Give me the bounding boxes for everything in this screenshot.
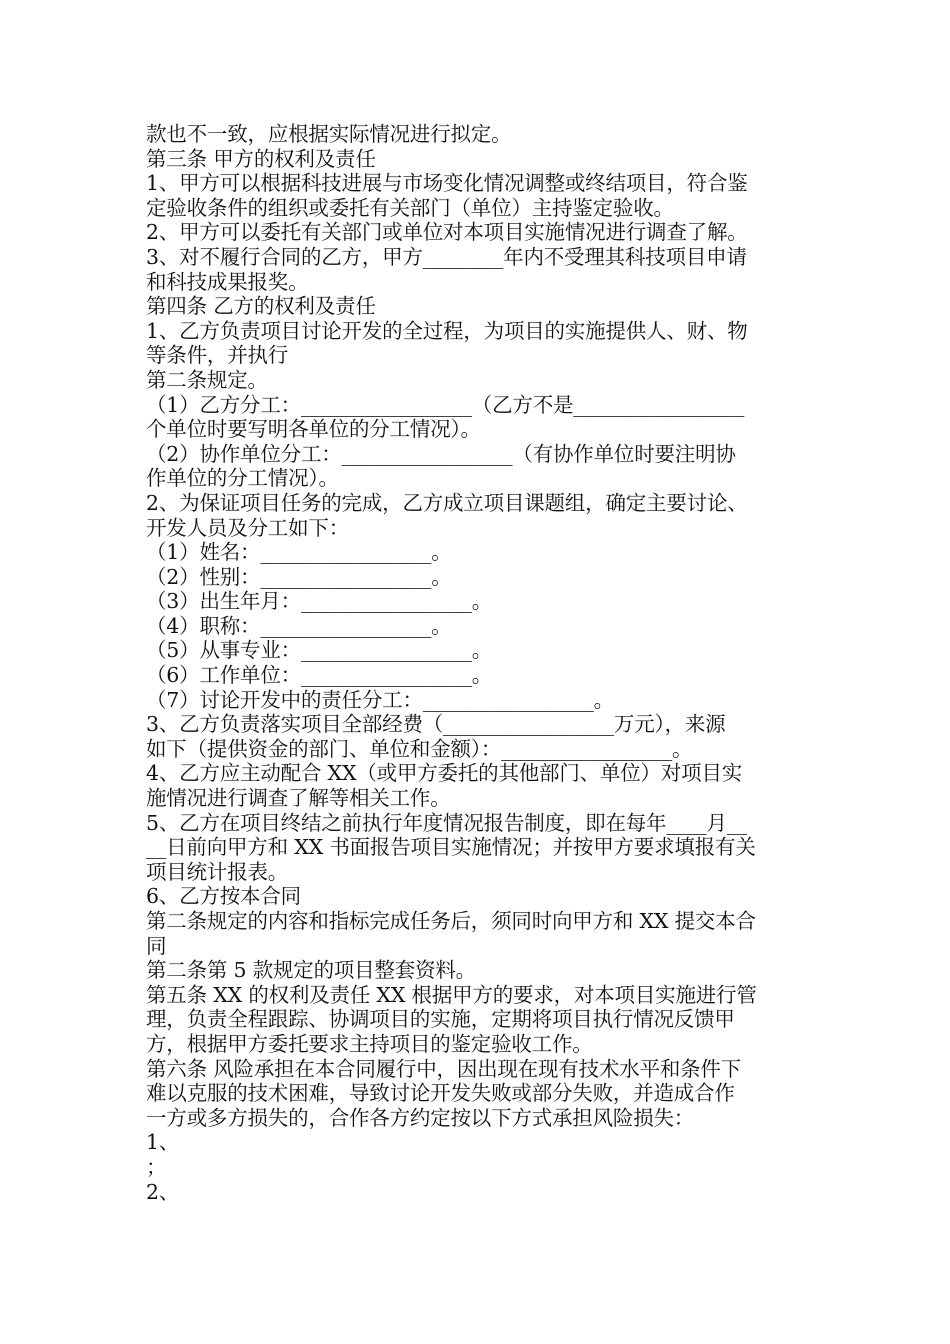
text-line: 2、为保证项目任务的完成，乙方成立项目课题组，确定主要讨论、 [146,490,748,515]
text-line: 1、乙方负责项目讨论开发的全过程，为项目的实施提供人、财、物 [146,318,748,343]
text-line: 2、 [146,1179,180,1204]
text-line: 第二条规定的内容和指标完成任务后，须同时向甲方和 XX 提交本合 [146,909,756,933]
text-line: （7）讨论开发中的责任分工：_________________。 [146,687,614,712]
text-line: 如下（提供资金的部门、单位和金额）：_________________。 [146,736,693,761]
text-line: 开发人员及分工如下： [146,515,349,540]
text-line: 1、 [146,1130,180,1155]
section-heading: 第三条 甲方的权利及责任 [146,146,376,171]
text-line: 和科技成果报奖。 [146,269,309,294]
text-line: （2）性别：_________________。 [146,564,452,589]
document-body [146,122,811,1204]
text-line: 款也不一致，应根据实际情况进行拟定。 [146,122,512,146]
text-line: 第二条第 5 款规定的项目整套资料。 [146,958,476,983]
text-line: 方，根据甲方委托要求主持项目的鉴定验收工作。 [146,1031,593,1056]
text-line: 作单位的分工情况）。 [146,466,339,491]
text-line: 一方或多方损失的，合作各方约定按以下方式承担风险损失： [146,1105,695,1130]
text-line: （6）工作单位：_________________。 [146,663,493,688]
text-line: 2、甲方可以委托有关部门或单位对本项目实施情况进行调查了解。 [146,220,748,245]
text-line: 等条件，并执行 [146,343,289,368]
text-line: __日前向甲方和 XX 书面报告项目实施情况；并按甲方要求填报有关 [146,835,756,860]
text-line: （4）职称：_________________。 [146,613,452,638]
text-line: 3、乙方负责落实项目全部经费（_________________万元），来源 [146,712,726,737]
text-line: 3、对不履行合同的乙方，甲方________年内不受理其科技项目申请 [146,244,747,269]
text-line: ； [146,1154,167,1179]
section-heading: 第六条 风险承担在本合同履行中，因出现在现有技术水平和条件下 [146,1056,742,1081]
section-heading: 第五条 XX 的权利及责任 XX 根据甲方的要求，对本项目实施进行管 [146,982,757,1007]
section-heading: 第四条 乙方的权利及责任 [146,294,376,319]
text-line: 1、甲方可以根据科技进展与市场变化情况调整或终结项目，符合鉴 [146,171,748,196]
text-line: （2）协作单位分工：_________________（有协作单位时要注明协 [146,441,736,466]
text-line: 5、乙方在项目终结之前执行年度情况报告制度，即在每年____月__ [146,810,747,835]
text-line: （3）出生年月：_________________。 [146,589,493,614]
text-line: 4、乙方应主动配合 XX（或甲方委托的其他部门、单位）对项目实 [146,761,743,786]
text-line: 个单位时要写明各单位的分工情况）。 [146,417,481,442]
text-line: 理，负责全程跟踪、协调项目的实施，定期将项目执行情况反馈甲 [146,1007,735,1032]
text-line: 难以克服的技术困难，导致讨论开发失败或部分失败，并造成合作 [146,1081,735,1106]
text-line: （1）乙方分工：_________________（乙方不是_________________ [146,392,745,417]
text-line: 第二条规定。 [146,367,268,392]
text-line: 同 [146,933,167,958]
text-line: （5）从事专业：_________________。 [146,638,493,663]
text-line: （1）姓名：_________________。 [146,540,452,565]
text-line: 项目统计报表。 [146,859,289,884]
text-line: 施情况进行调查了解等相关工作。 [146,786,451,811]
text-line: 6、乙方按本合同 [146,884,301,909]
text-line: 定验收条件的组织或委托有关部门（单位）主持鉴定验收。 [146,195,674,220]
